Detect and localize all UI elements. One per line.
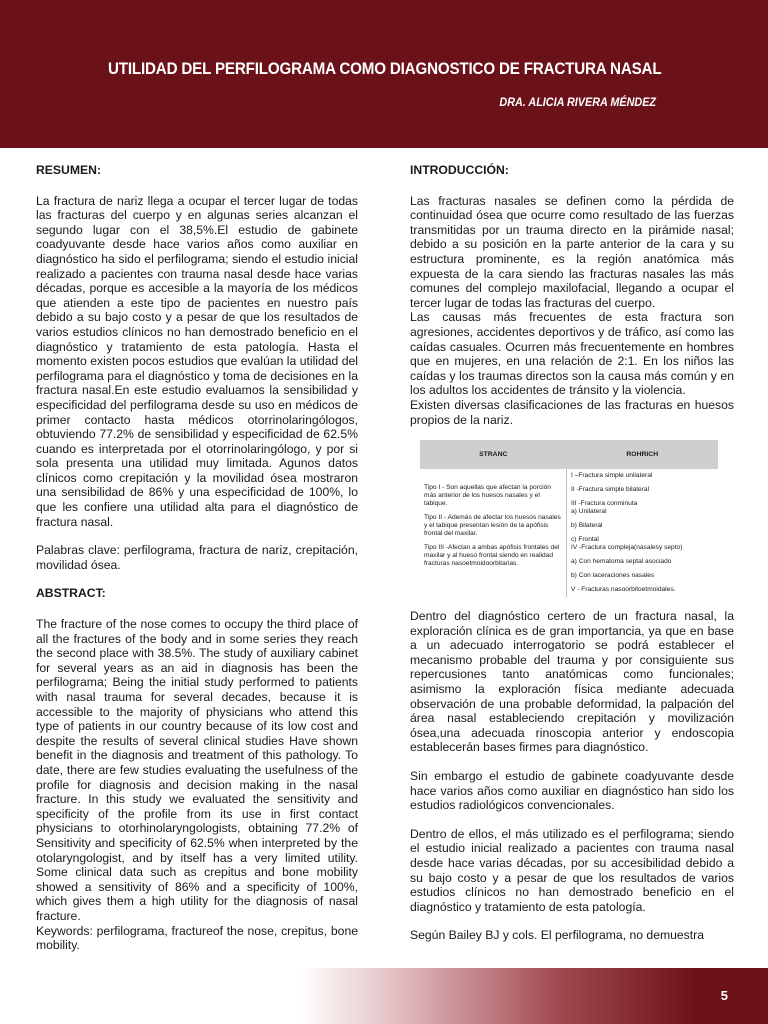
intro-paragraph-3: Existen diversas clasificaciones de las fracturas en huesos propios de la nariz. xyxy=(410,397,734,427)
stranc-item: Tipo II - Además de afectar los huesos nasales y el tabique presentan lesión de la apófisis frontal del maxilar. xyxy=(424,514,561,538)
table-header-stranc: STRANC xyxy=(420,440,567,469)
abstract-keywords: Keywords: perfilograma, fractureof the nose, crepitus, bone mobility. xyxy=(36,923,358,953)
rohrich-item: b) Con laceraciones nasales xyxy=(571,572,655,580)
introduccion-heading: INTRODUCCIÓN: xyxy=(410,163,509,177)
abstract-body: The fracture of the nose comes to occupy the third place of all the fractures of the body and in some series they reach the second place with 38.5%. The study of auxiliary cabinet for several years as an aid in diagnosis has been the perfilograma; Being the initial study performed to patients with nasal trauma for several decades, because it is accessible to the majority of physicians who attend this type of patients in our country because of its low cost and despite the results of several clinical studies Have shown benefit in the diagnosis and treatment of this pathology. To date, there are few studies evaluating the usefulness of the profile for diagnosis and decision making in the nasal fracture. In this study we evaluated the sensitivity and specificity of the profile from its use in first contact physicians to otorhinolaryngologists, obtaining 77.2% of Sensitivity and specificity of 62.5% when interpreted by the otolaryngologist, and by itself has a very limited utility. Some clinical data such as crepitus and bone mobility showed a sensitivity of 86% and a specificity of 100%, which gives them a high utility for the diagnosis of nasal fracture. xyxy=(36,617,358,923)
left-column xyxy=(36,163,358,953)
page-number: 5 xyxy=(720,988,728,1003)
rohrich-item: IV -Fractura compleja(nasalesy septo) xyxy=(571,544,683,552)
article-title: UTILIDAD DEL PERFILOGRAMA COMO DIAGNOSTICO DE FRACTURA NASAL xyxy=(108,60,662,78)
resumen-body: La fractura de nariz llega a ocupar el tercer lugar de todas las fracturas del cuerpo y en algunas series alcanzan el segundo lugar con el 38,5%.El estudio de gabinete coadyuvante desde hace varios años como auxiliar en diagnóstico ha sido el perfilograma; siendo el estudio inicial realizado a pacientes con trauma nasal desde hace varias décadas, porque es accesible a la mayoría de los médicos que atienden a este tipo de pacientes en nuestro país debido a su bajo costo y a pesar de que los resultados de varios estudios clínicos no han demostrado beneficio en el diagnóstico y tratamiento de esta patología. Hasta el momento existen pocos estudios que evalúan la utilidad del perfilograma para el diagnóstico y toma de decisiones en la fractura nasal.En este estudio evaluamos la sensibilidad y especificidad del perfilograma desde su uso en médicos de primer contacto hasta médicos otorrinolaringólogos, obtuviendo 77.2% de sensibilidad y especificidad de 62.5% cuando es interpretada por el otorrinolaringólogo, y por si sola presenta una utilidad muy limitada. Agunos datos clínicos como crepitación y la movilidad ósea mostraron una sensibilidad de 86% y una especificidad de 100%, lo que les confiere una utilidad alta para el diagnóstico de fractura nasal. xyxy=(36,193,358,529)
resumen-heading: RESUMEN: xyxy=(36,163,102,177)
rohrich-item: b) Bilateral xyxy=(571,522,603,530)
rohrich-item: a) Con hematoma septal asociado xyxy=(571,558,672,566)
rohrich-cell xyxy=(567,469,719,597)
intro-paragraph-5: Sin embargo el estudio de gabinete coadyuvante desde hace varios años como auxiliar en diagnóstico han sido los estudios radiológicos convencionales. xyxy=(410,769,734,813)
classification-table xyxy=(420,440,718,597)
stranc-cell xyxy=(420,469,567,597)
header-banner xyxy=(0,0,768,148)
rohrich-item: I –Fractura simple unilateral xyxy=(571,472,653,480)
right-column xyxy=(410,163,734,943)
rohrich-item: a) Unilateral xyxy=(571,508,607,516)
intro-paragraph-6: Dentro de ellos, el más utilizado es el perfilograma; siendo el estudio inicial realizado a pacientes con trauma nasal desde hace varias décadas, por su accesibilidad debido a su bajo costo y a pesar de que los resultados de varios estudios clínicos no han demostrado beneficio en el diagnóstico y tratamiento de esta patología. xyxy=(410,826,734,914)
stranc-item: Tipo I - Son aquellas que afectan la porción más anterior de los huesos nasales y el tabique. xyxy=(424,484,551,508)
stranc-item: Tipo III -Afectan a ambas apófisis frontales del maxilar y al hueso frontal siendo en realidad fracturas nasoetmoidoorbitarias. xyxy=(424,544,560,568)
rohrich-item: III -Fractura conminuta xyxy=(571,500,638,508)
resumen-keywords: Palabras clave: perfilograma, fractura de nariz, crepitación, movilidad ósea. xyxy=(36,543,358,572)
rohrich-item: c) Frontal xyxy=(571,536,599,544)
intro-paragraph-4: Dentro del diagnóstico certero de un fractura nasal, la exploración clínica es de gran importancia, ya que en base a un adecuado interrogatorio se podrá establecer el mecanismo probable del trauma y por consiguiente sus repercusiones tanto anatómicas como funcionales; asimismo la exploración física mediante adecuada observación de una probable deformidad, la palpación del área nasal estableciendo crepitación y movilización ósea,una adecuada rinoscopia anterior y endoscopia establecerán bases firmes para diagnóstico. xyxy=(410,609,734,755)
abstract-heading: ABSTRACT: xyxy=(36,586,106,601)
article-author: DRA. ALICIA RIVERA MÉNDEZ xyxy=(499,95,656,109)
footer-gradient-bar xyxy=(300,968,768,1024)
rohrich-item: V - Fracturas nasoorbitoetmoidales. xyxy=(571,586,676,594)
intro-paragraph-1: Las fracturas nasales se definen como la pérdida de continuidad ósea que ocurre como resultado de las fuerzas transmitidas por un trauma directo en la pirámide nasal; debido a su posición en la parte anterior de la cara y su estructura prominente, es la región anatómica más expuesta de la cara siendo las fracturas nasales las más comunes del complejo maxilofacial, llegando a ocupar el tercer lugar de todas las fracturas del cuerpo. xyxy=(410,193,734,310)
intro-paragraph-2: Las causas más frecuentes de esta fractura son agresiones, accidentes deportivos y de tráfico, así como las caídas casuales. Ocurren más frecuentemente en hombres que en mujeres, en una relación de 2:1. En los niños las caídas y los traumas directos son la causa más común y en los adultos los accidentes de tránsito y la violencia. xyxy=(410,310,734,398)
rohrich-item: II -Fractura simple bilateral xyxy=(571,486,650,494)
table-header-rohrich: ROHRICH xyxy=(567,440,719,469)
intro-paragraph-7: Según Bailey BJ y cols. El perfilograma, no demuestra xyxy=(410,928,704,943)
